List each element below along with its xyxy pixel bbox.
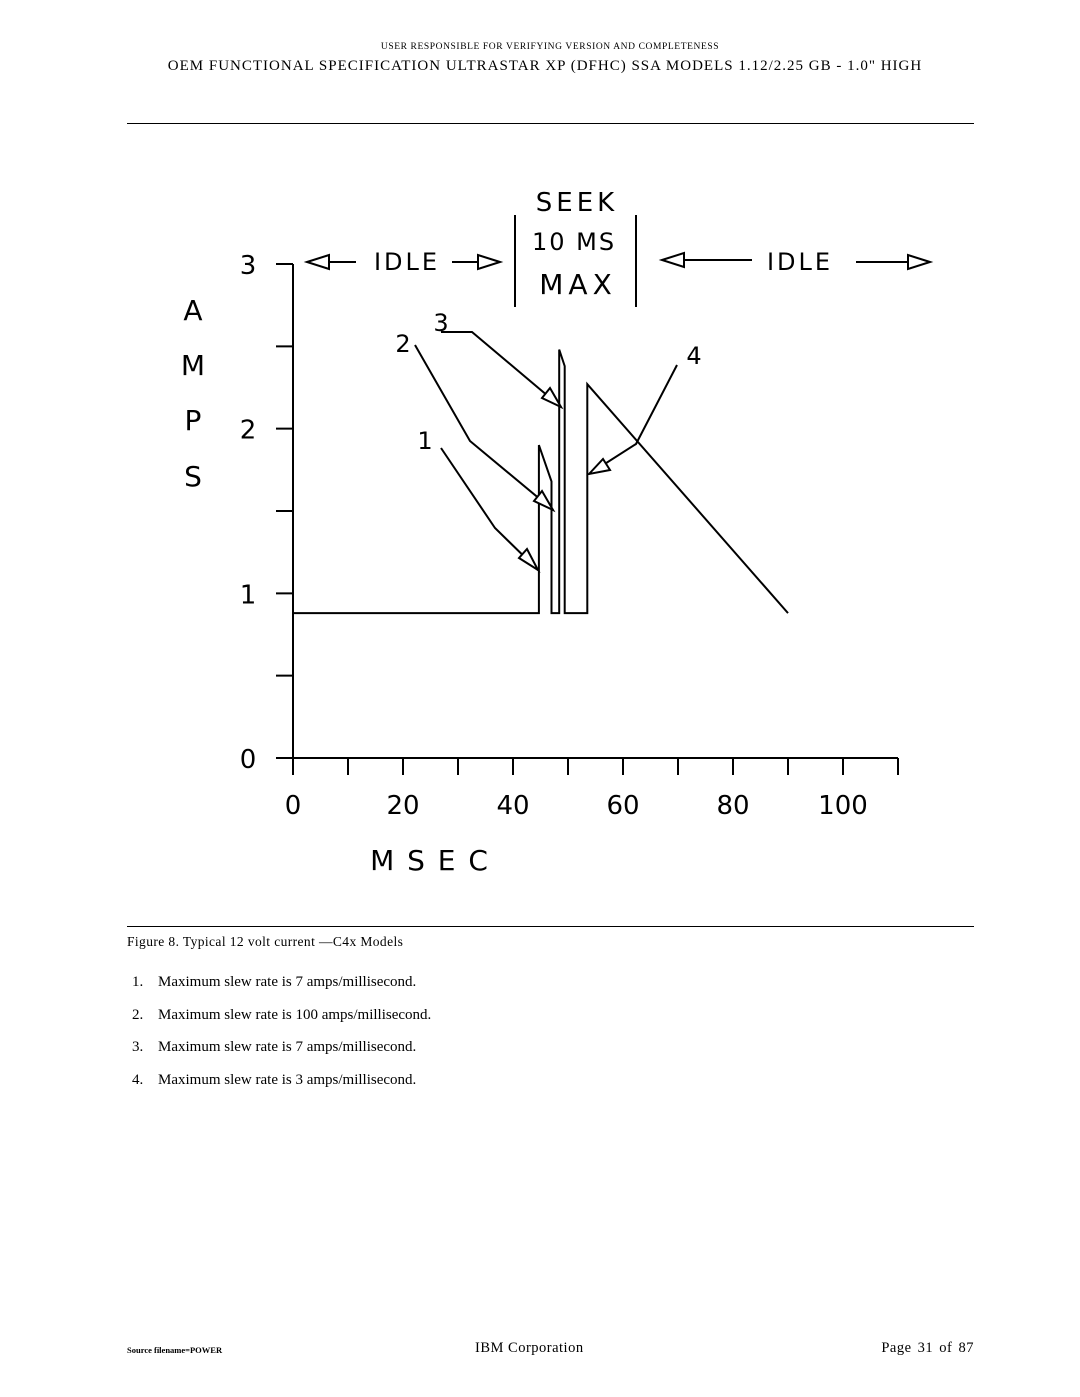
footer-page-number: Page 31 of 87 (881, 1340, 974, 1356)
callout-4-arrowhead-icon (589, 459, 610, 474)
idle-right-arrow-icon (662, 253, 684, 267)
callout-2: 2 (395, 330, 411, 358)
note-number: 1. (132, 974, 144, 990)
notes-list (132, 966, 431, 1097)
callout-3: 3 (433, 309, 449, 337)
note-number: 4. (132, 1072, 144, 1089)
idle-left-arrow-icon (307, 255, 329, 269)
callouts (395, 309, 701, 570)
x-axis-label: M S E C (370, 844, 490, 877)
note-text: Maximum slew rate is 7 amps/millisecond. (158, 1039, 417, 1056)
chart-axes (240, 251, 898, 821)
idle-right-arrowhead-icon (908, 255, 930, 269)
y-axis-label-a: A (183, 294, 203, 327)
callout-1-arrowhead-icon (519, 549, 538, 570)
figure-rule (127, 926, 974, 927)
idle-right-label: IDLE (766, 248, 834, 276)
y-tick-label: 1 (239, 580, 257, 611)
y-tick-label: 2 (239, 415, 257, 446)
seek-label: SEEK (535, 188, 619, 218)
note-text: Maximum slew rate is 3 amps/millisecond. (158, 1072, 417, 1089)
y-axis-label-s: S (184, 460, 202, 493)
x-tick-label: 60 (606, 791, 640, 821)
note-number: 3. (132, 1039, 144, 1056)
phase-annotations (307, 188, 930, 307)
note-text: Maximum slew rate is 100 amps/millisecond. (158, 1006, 432, 1023)
note-number: 2. (132, 1006, 144, 1023)
y-axis-label-p: P (184, 404, 202, 437)
list-item (132, 1064, 431, 1097)
callout-2-arrowhead-icon (534, 491, 553, 510)
y-tick-label: 0 (239, 745, 257, 775)
callout-3-arrowhead-icon (542, 388, 561, 407)
footer-company: IBM Corporation (475, 1340, 584, 1356)
seek-max-label: MAX (539, 268, 617, 301)
callout-4: 4 (686, 342, 702, 370)
idle-left-label: IDLE (373, 248, 441, 276)
seek-duration-label: 10 MS (531, 228, 617, 256)
y-tick-label: 3 (239, 251, 257, 281)
header-notice: USER RESPONSIBLE FOR VERIFYING VERSION AND COMPLETENESS (380, 42, 720, 52)
callout-1: 1 (417, 427, 433, 455)
x-tick-label: 40 (496, 791, 530, 821)
x-tick-label: 80 (716, 791, 750, 821)
y-axis-label-m: M (180, 349, 206, 382)
footer-source: Source filename=POWER (127, 1345, 223, 1355)
list-item (132, 999, 431, 1032)
header-title: OEM FUNCTIONAL SPECIFICATION ULTRASTAR XP (DFHC) SSA MODELS 1.12/2.25 GB - 1.0" HIGH (167, 58, 923, 74)
x-tick-label: 0 (284, 791, 302, 821)
x-tick-label: 20 (386, 791, 420, 821)
list-item (132, 1031, 431, 1064)
x-tick-label: 100 (818, 791, 868, 821)
idle-left-arrowhead-icon (478, 255, 500, 269)
list-item (132, 966, 431, 999)
figure-caption: Figure 8. Typical 12 volt current —C4x Models (127, 934, 404, 949)
note-text: Maximum slew rate is 7 amps/millisecond. (158, 974, 417, 990)
